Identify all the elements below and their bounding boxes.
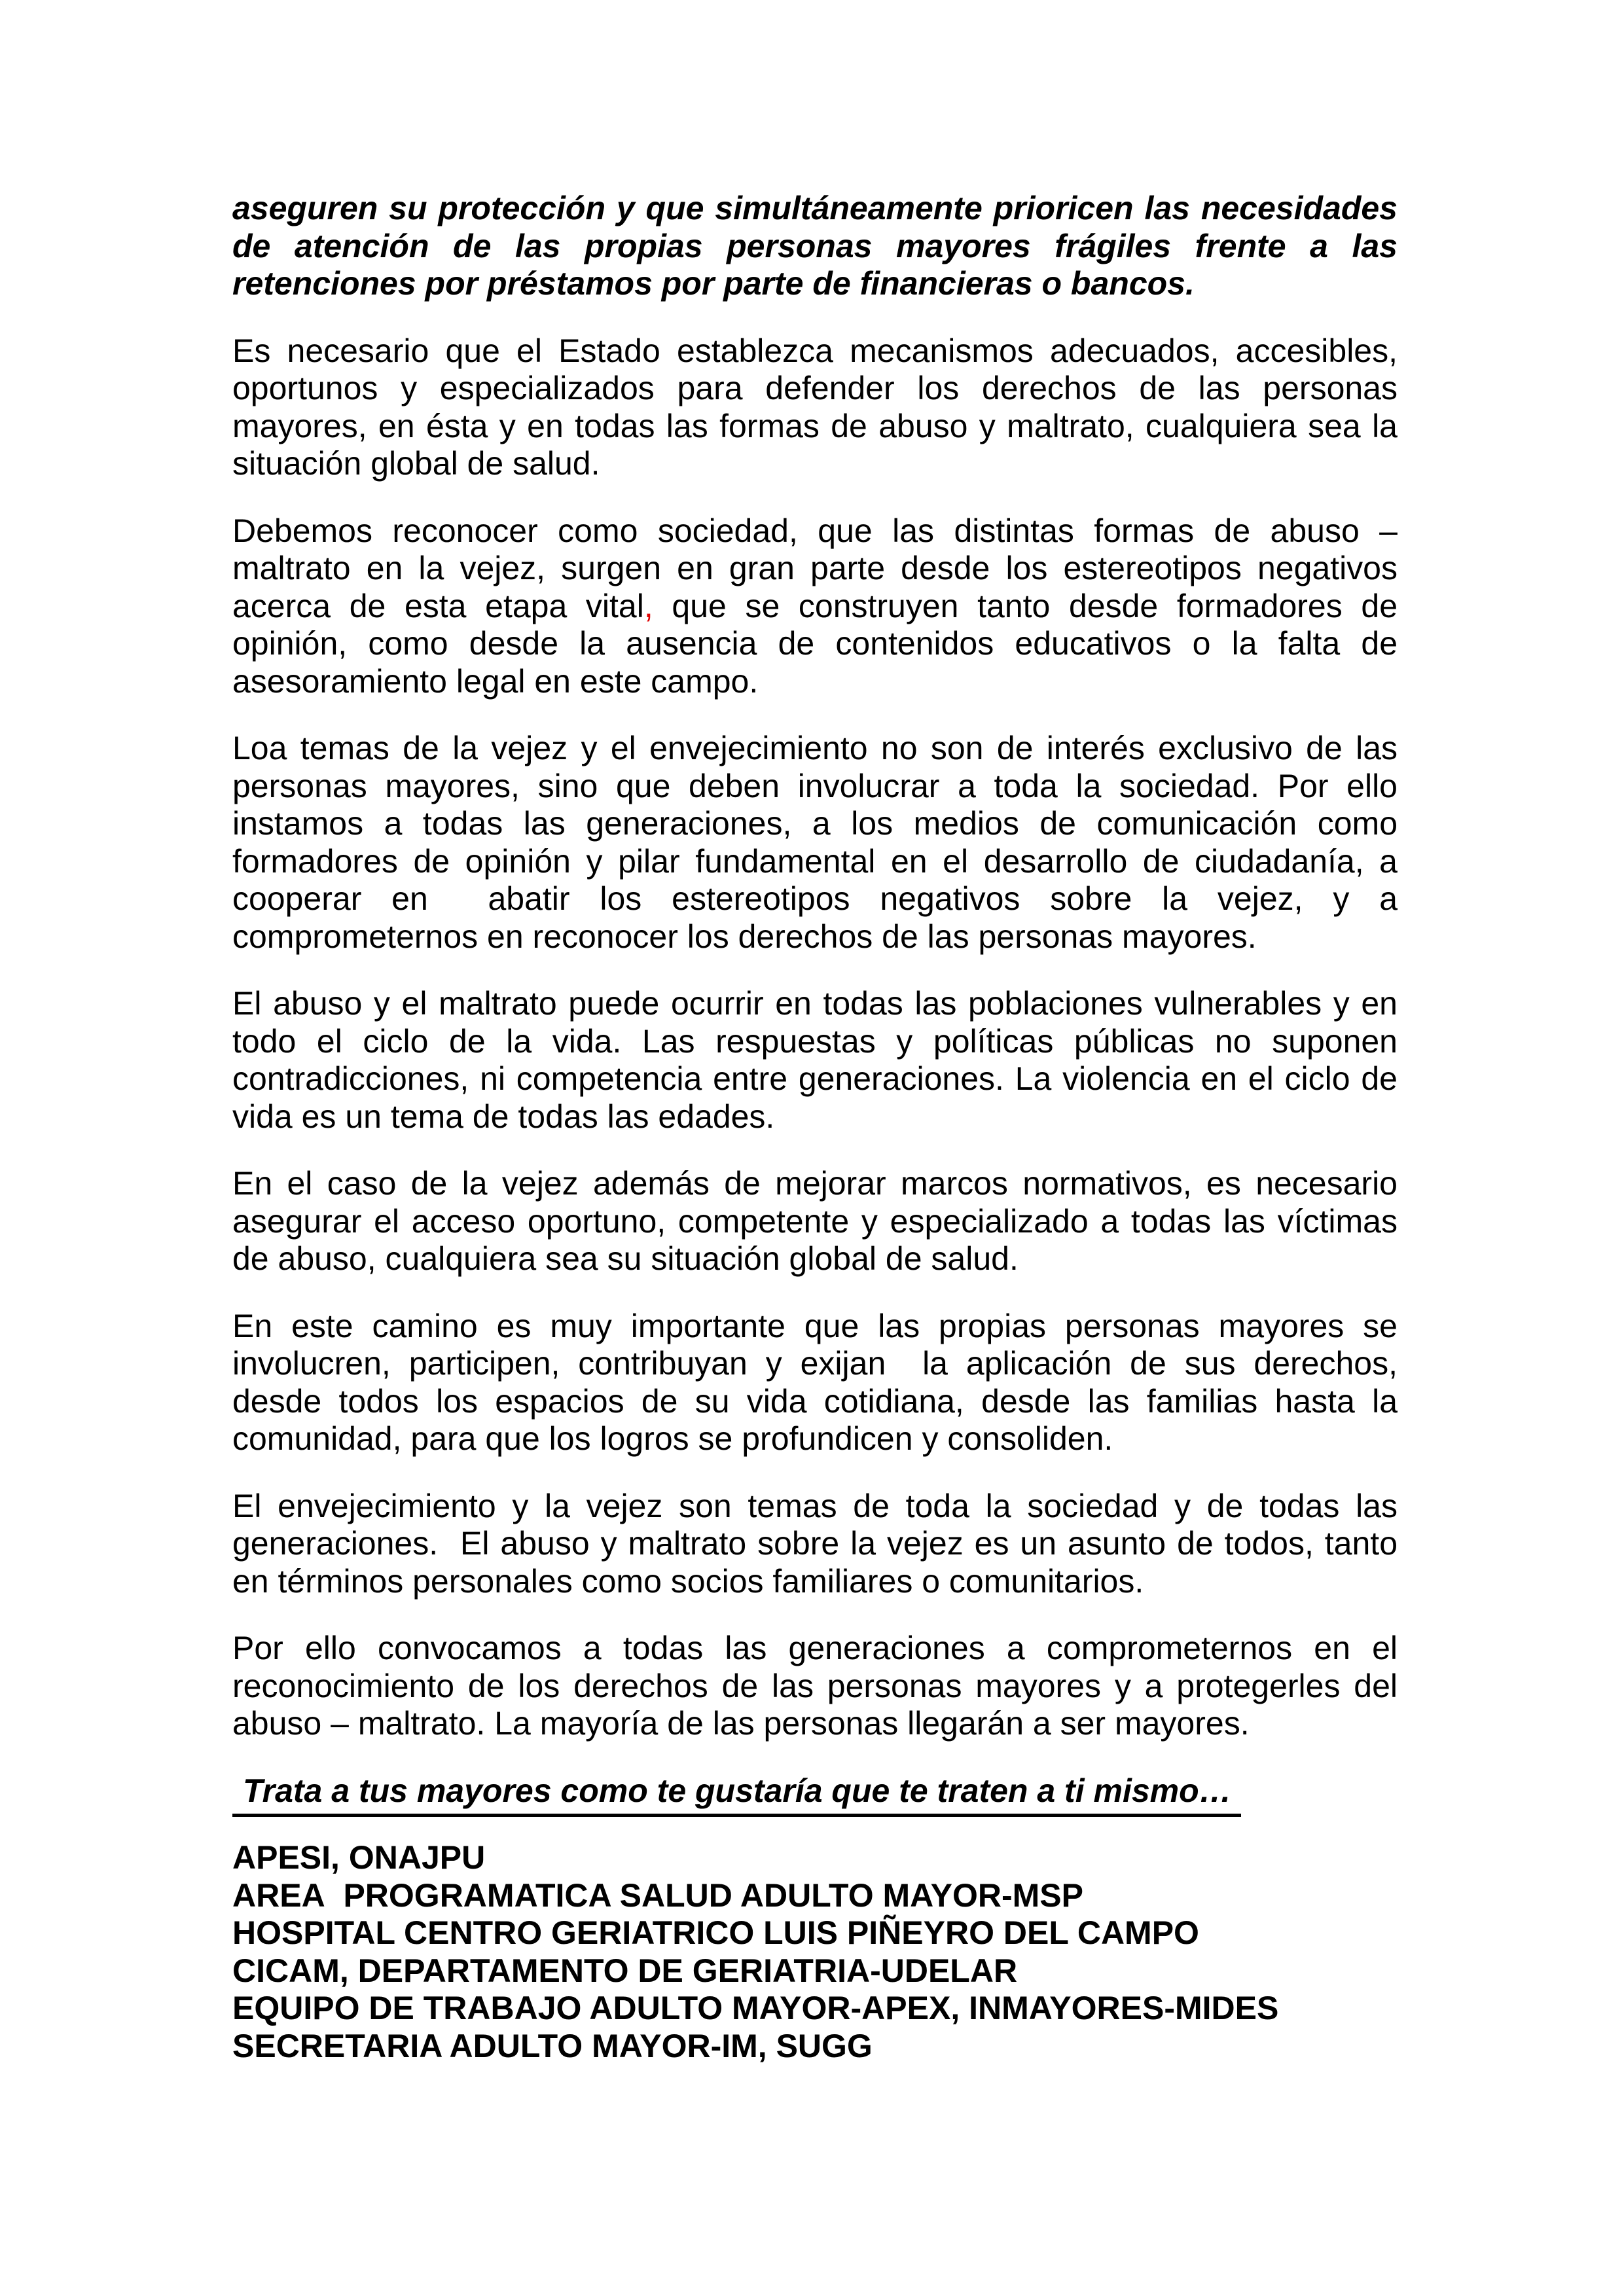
paragraph-sociedad [232,512,1398,701]
paragraph-envejecimiento: El envejecimiento y la vejez son temas de toda la sociedad y de todas las generaciones. El abuso y maltrato sobre la vejez es un asunto de todos, tanto en términos personales como socios familiares o comunitarios. [232,1487,1398,1600]
paragraph-temas-vejez: Loa temas de la vejez y el envejecimiento no son de interés exclusivo de las personas mayores, sino que deben involucrar a toda la sociedad. Por ello instamos a todas las generaciones, a los medios de comunicación como formadores de opinión y pilar fundamental en el desarrollo de ciudadanía, a cooperar en abatir los estereotipos negativos sobre la vejez, y a comprometernos en reconocer los derechos de las personas mayores. [232,730,1398,955]
paragraph-estado: Es necesario que el Estado establezca mecanismos adecuados, accesibles, oportunos y especializados para defender los derechos de las personas mayores, en ésta y en todas las formas de abuso y maltrato, cualquiera sea la situación global de salud. [232,332,1398,482]
paragraph-sociedad-text-after: que se construyen tanto desde formadores de opinión, como desde la ausencia de contenidos educativos o la falta de asesoramiento legal en este campo. [232,587,1398,700]
signatory-line: AREA PROGRAMATICA SALUD ADULTO MAYOR-MSP [232,1876,1083,1914]
red-comma: , [643,587,653,624]
signatory-list [232,1839,1398,2065]
signatory-line: CICAM, DEPARTAMENTO DE GERIATRIA-UDELAR [232,1952,1018,1989]
paragraph-sociedad-text-before: Debemos reconocer como sociedad, que las distintas formas de abuso – maltrato en la vejez, surgen en gran parte desde los estereotipos negativos acerca de esta etapa vital [232,512,1398,624]
paragraph-abuso-maltrato: El abuso y el maltrato puede ocurrir en todas las poblaciones vulnerables y en todo el ciclo de la vida. Las respuestas y políticas públicas no suponen contradicciones, ni competencia entre generaciones. La violencia en el ciclo de vida es un tema de todas las edades. [232,985,1398,1135]
paragraph-caso-vejez: En el caso de la vejez además de mejorar marcos normativos, es necesario asegurar el acceso oportuno, competente y especializado a todas las víctimas de abuso, cualquiera sea su situación global de salud. [232,1165,1398,1277]
signatory-line: HOSPITAL CENTRO GERIATRICO LUIS PIÑEYRO DEL CAMPO [232,1914,1199,1951]
signatory-line: APESI, ONAJPU [232,1839,486,1876]
signatory-line: SECRETARIA ADULTO MAYOR-IM, SUGG [232,2027,873,2064]
closing-quote [232,1772,1398,1810]
closing-quote-text: Trata a tus mayores como te gustaría que te traten a ti mismo… [232,1772,1241,1817]
paragraph-convocamos: Por ello convocamos a todas las generaciones a comprometernos en el reconocimiento de los derechos de las personas mayores y a protegerles del abuso – maltrato. La mayoría de las personas llegarán a ser mayores. [232,1630,1398,1742]
paragraph-intro: aseguren su protección y que simultáneamente prioricen las necesidades de atención de las propias personas mayores frágiles frente a las retenciones por préstamos por parte de financieras o bancos. [232,190,1398,302]
paragraph-camino: En este camino es muy importante que las propias personas mayores se involucren, participen, contribuyan y exijan la aplicación de sus derechos, desde todos los espacios de su vida cotidiana, desde las familias hasta la comunidad, para que los logros se profundicen y consoliden. [232,1307,1398,1457]
signatory-line: EQUIPO DE TRABAJO ADULTO MAYOR-APEX, INMAYORES-MIDES [232,1990,1279,2026]
